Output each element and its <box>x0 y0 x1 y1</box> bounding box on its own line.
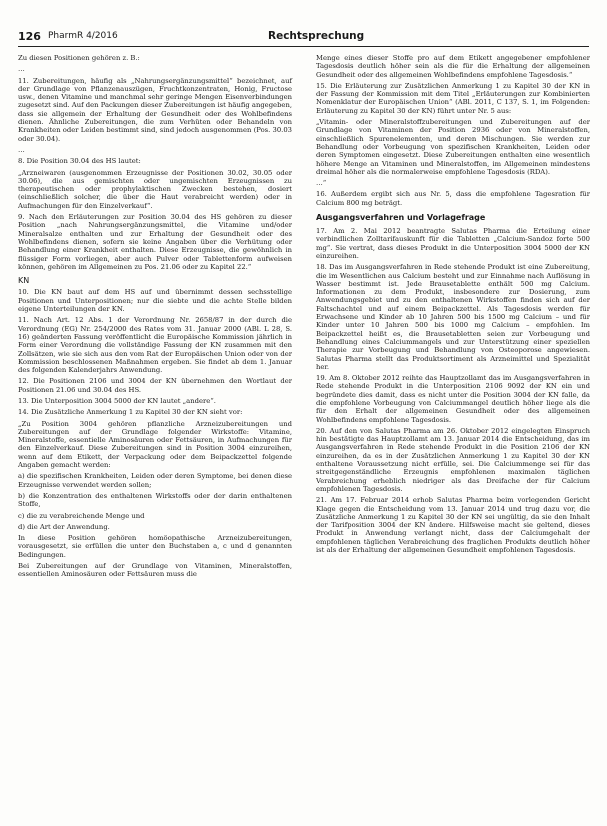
left-column-paragraph: d) die Art der Anwendung. <box>18 522 110 531</box>
right-column-paragraph: …“ <box>316 179 327 188</box>
left-column-paragraph: 11. Nach Art. 12 Abs. 1 der Verordnung Nr. 2658/87 in der durch die Verordnung (EG) Nr. 254/2000 des Rates vom 31. Januar 2000 (ABl. L 28, S. 16) geänderten Fassung veröffentlicht die Europäische Kommission jährlich in Form einer Verordnung die vollständige Fassung der KN zusammen mit den Zollsätzen, wie sie sich aus den vom Rat der Europäischen Union oder von der Kommission beschlossenen Maßnahmen ergeben. Sie findet ab dem 1. Januar des folgenden Kalenderjahrs Anwendung. <box>18 316 292 375</box>
left-text-column <box>18 54 292 582</box>
left-column-paragraph: 13. Die Unterposition 3004 5000 der KN lautet „andere“. <box>18 396 216 405</box>
section-heading: Ausgangsverfahren und Vorlagefrage <box>316 213 486 223</box>
right-column-paragraph: 17. Am 2. Mai 2012 beantragte Salutas Pharma die Erteilung einer verbindlichen Zolltarifauskunft für die Tabletten „Calcium-Sandoz forte 500 mg“. Sie vertrat, dass dieses Produkt in die Unterposition 3004 5000 der KN einzureihen. <box>316 227 590 260</box>
left-column-paragraph: 10. Die KN baut auf dem HS auf und übernimmt dessen sechsstellige Positionen und Unterpositionen; nur die siebte und die achte Stelle bilden eigene Unterteilungen der KN. <box>18 288 292 314</box>
left-column-paragraph: 9. Nach den Erläuterungen zur Position 30.04 des HS gehören zu dieser Position „nach Nahrungsergänzungsmittel, die Vitamine und/oder Mineralsalze enthalten und zur Erhaltung der Gesundheit oder des Wohlbefindens dienen, sofern sie keine Angaben über die Verhütung oder Behandlung einer Krankheit enthalten. Diese Erzeugnisse, die gewöhnlich in flüssiger Form vorliegen, aber auch Pulver oder Tablettenform aufweisen können, gehören im Allgemeinen zu Pos. 21.06 oder zu Kapitel 22.“ <box>18 213 292 271</box>
right-column-paragraph: Menge eines dieser Stoffe pro auf dem Etikett angegebener empfohlener Tagesdosis deutlich höher sein als die für die Erhaltung der allgemeinen Gesundheit oder des allgemeinen Wohlbefindens empfohlene Tagesdosis.“ <box>316 54 590 79</box>
page-number: 126 <box>18 30 41 43</box>
left-column-paragraph: „Arzneiwaren (ausgenommen Erzeugnisse der Positionen 30.02, 30.05 oder 30.06), die aus gemischten oder ungemischten Erzeugnissen zu therapeutischen oder prophylaktischen Zwecken bestehen, dosiert (einschließlich solcher, die über die Haut verabreicht werden) oder in Aufmachungen für den Einzelverkauf“. <box>18 168 292 210</box>
right-column-paragraph: 21. Am 17. Februar 2014 erhob Salutas Pharma beim vorlegenden Gericht Klage gegen die Entscheidung vom 13. Januar 2014 und trug dazu vor, die Zusätzliche Anmerkung 1 zu Kapitel 30 der KN sei ungültig, da sie den Inhalt der Tarifposition 3004 der KN ändere. Hilfsweise macht sie geltend, dieses Produkt in Anwendung verlangt nicht, dass der Calciumgehalt der empfohlenen täglichen Verabreichung des fraglichen Produkts deutlich höher ist als der Erhaltung der allgemeinen Gesundheit empfohlenen Tagesdosis. <box>316 496 590 555</box>
subsection-label: KN <box>18 276 30 286</box>
left-column-paragraph: 11. Zubereitungen, häufig als „Nahrungsergänzungsmittel“ bezeichnet, auf der Grundlage von Pflanzenauszügen, Fruchtkonzentraten, Honig, Fructose usw., denen Vitamine und manchmal sehr geringe Mengen Eisenverbindungen zugesetzt sind. Auf den Packungen dieser Zubereitungen ist häufig angegeben, dass sie allgemein der Erhaltung der Gesundheit oder des Wohlbefindens dienen. Ähnliche Zubereitungen, die zum Verhüten oder Behandeln von Krankheiten oder Leiden bestimmt sind, sind jedoch ausgenommen (Pos. 30.03 oder 30.04). <box>18 76 292 143</box>
right-column-paragraph: „Vitamin- oder Mineralstoffzubereitungen und Zubereitungen auf der Grundlage von Vitaminen der Position 2936 oder von Mineralstoffen, einschließlich Spurenelementen, und deren Mischungen. Sie werden zur Behandlung oder Vorbeugung von spezifischen Krankheiten, Leiden oder deren Symptomen eingesetzt. Diese Zubereitungen enthalten eine wesentlich höhere Menge an Vitaminen und Mineralstoffen, im Allgemeinen mindestens dreimal höher als die normalerweise empfohlene Tagesdosis (RDA). <box>316 118 590 176</box>
left-column-paragraph: … <box>18 65 25 74</box>
left-column-paragraph: Bei Zubereitungen auf der Grundlage von Vitaminen, Mineralstoffen, essentiellen Aminosäuren oder Fettsäuren muss die <box>18 562 292 579</box>
left-column-paragraph: „Zu Position 3004 gehören pflanzliche Arzneizubereitungen und Zubereitungen auf der Grundlage folgender Wirkstoffe: Vitamine, Mineralstoffe, essentielle Aminosäuren oder Fettsäuren, in Aufmachungen für den Einzelverkauf. Diese Zubereitungen sind in Position 3004 einzureihen, wenn auf dem Etikett, der Verpackung oder dem Beipackzettel folgende Angaben gemacht werden: <box>18 419 292 470</box>
right-column-paragraph: 18. Das im Ausgangsverfahren in Rede stehende Produkt ist eine Zubereitung, die im Wesentlichen aus Calcium besteht und zur Einnahme nach Auflösung in Wasser bestimmt ist. Jede Brausetablette enthält 500 mg Calcium. Informationen zu dem Produkt, insbesondere zur Dosierung, zum Anwendungsgebiet und zu den enthaltenen Wirkstoffen finden sich auf der Faltschachtel und auf einem Beipackzettel. Als Tagesdosis werden für Erwachsene und Kinder ab 10 Jahren 500 bis 1500 mg Calcium – und für Kinder unter 10 Jahren 500 bis 1000 mg Calcium – empfohlen. Im Beipackzettel heißt es, die Brausetabletten seien zur Vorbeugung und Behandlung eines Calciummangels und zur Unterstützung einer speziellen Therapie zur Vorbeugung und Behandlung von Osteoporose angewiesen. Salutas Pharma stellt das Produktsortiment als Arzneimittel und Spezialität her. <box>316 263 590 371</box>
left-column-paragraph: … <box>18 145 25 154</box>
right-column-paragraph: 16. Außerdem ergibt sich aus Nr. 5, dass die empfohlene Tagesration für Calcium 800 mg beträgt. <box>316 190 590 207</box>
left-column-paragraph: b) die Konzentration des enthaltenen Wirkstoffs oder der darin enthaltenen Stoffe, <box>18 491 292 509</box>
left-column-paragraph: 8. Die Position 30.04 des HS lautet: <box>18 157 141 166</box>
right-text-column <box>316 54 590 557</box>
right-column-paragraph: 20. Auf den von Salutas Pharma am 26. Oktober 2012 eingelegten Einspruch hin bestätigte das Hauptzollamt am 13. Januar 2014 die Entscheidung, das im Ausgangsverfahren in Rede stehende Produkt in die Position 2106 der KN einzureihen, da es in der Zusätzlichen Anmerkung 1 zu Kapitel 30 der KN enthaltene Voraussetzung nicht erfülle, sei. Die Calciummenge sei für das streitgegenständliche Erzeugnis empfohlenen maximalen täglichen Verabreichung erheblich niedriger als das Dreifache der für Calcium empfohlenen Tagesdosis. <box>316 426 590 493</box>
journal-name: PharmR 4/2016 <box>48 31 118 41</box>
left-column-paragraph: a) die spezifischen Krankheiten, Leiden oder deren Symptome, bei denen diese Erzeugnisse verwendet werden sollen; <box>18 472 292 489</box>
section-title: Rechtsprechung <box>268 30 365 42</box>
left-column-paragraph: 14. Die Zusätzliche Anmerkung 1 zu Kapitel 30 der KN sieht vor: <box>18 408 243 417</box>
left-column-paragraph: In diese Position gehören homöopathische Arzneizubereitungen, vorausgesetzt, sie erfüllen die unter den Buchstaben a, c und d genannten Bedingungen. <box>18 534 292 559</box>
left-column-paragraph: 12. Die Positionen 2106 und 3004 der KN übernehmen den Wortlaut der Positionen 21.06 und 30.04 des HS. <box>18 377 292 394</box>
left-column-paragraph: c) die zu verabreichende Menge und <box>18 511 145 520</box>
right-column-paragraph: 19. Am 8. Oktober 2012 reihte das Hauptzollamt das im Ausgangsverfahren in Rede stehende Produkt in die Unterposition 2106 9092 der KN ein und begründete dies damit, dass es nicht unter die Position 3004 der KN falle, da die empfohlene Vorbeugung von Calciummangel deutlich höher liege als die für den Erhalt der allgemeinen Gesundheit oder des allgemeinen Wohlbefindens empfohlene Tagesdosis. <box>316 374 590 424</box>
left-column-paragraph: Zu diesen Positionen gehören z. B.: <box>18 54 140 62</box>
running-header <box>18 30 589 47</box>
right-column-paragraph: 15. Die Erläuterung zur Zusätzlichen Anmerkung 1 zu Kapitel 30 der KN in der Fassung der Kommission mit dem Titel „Erläuterungen zur Kombinierten Nomenklatur der Europäischen Union“ (ABl. 2011, C 137, S. 1, im Folgenden: Erläuterung zu Kapitel 30 der KN) führt unter Nr. 5 aus: <box>316 81 590 115</box>
